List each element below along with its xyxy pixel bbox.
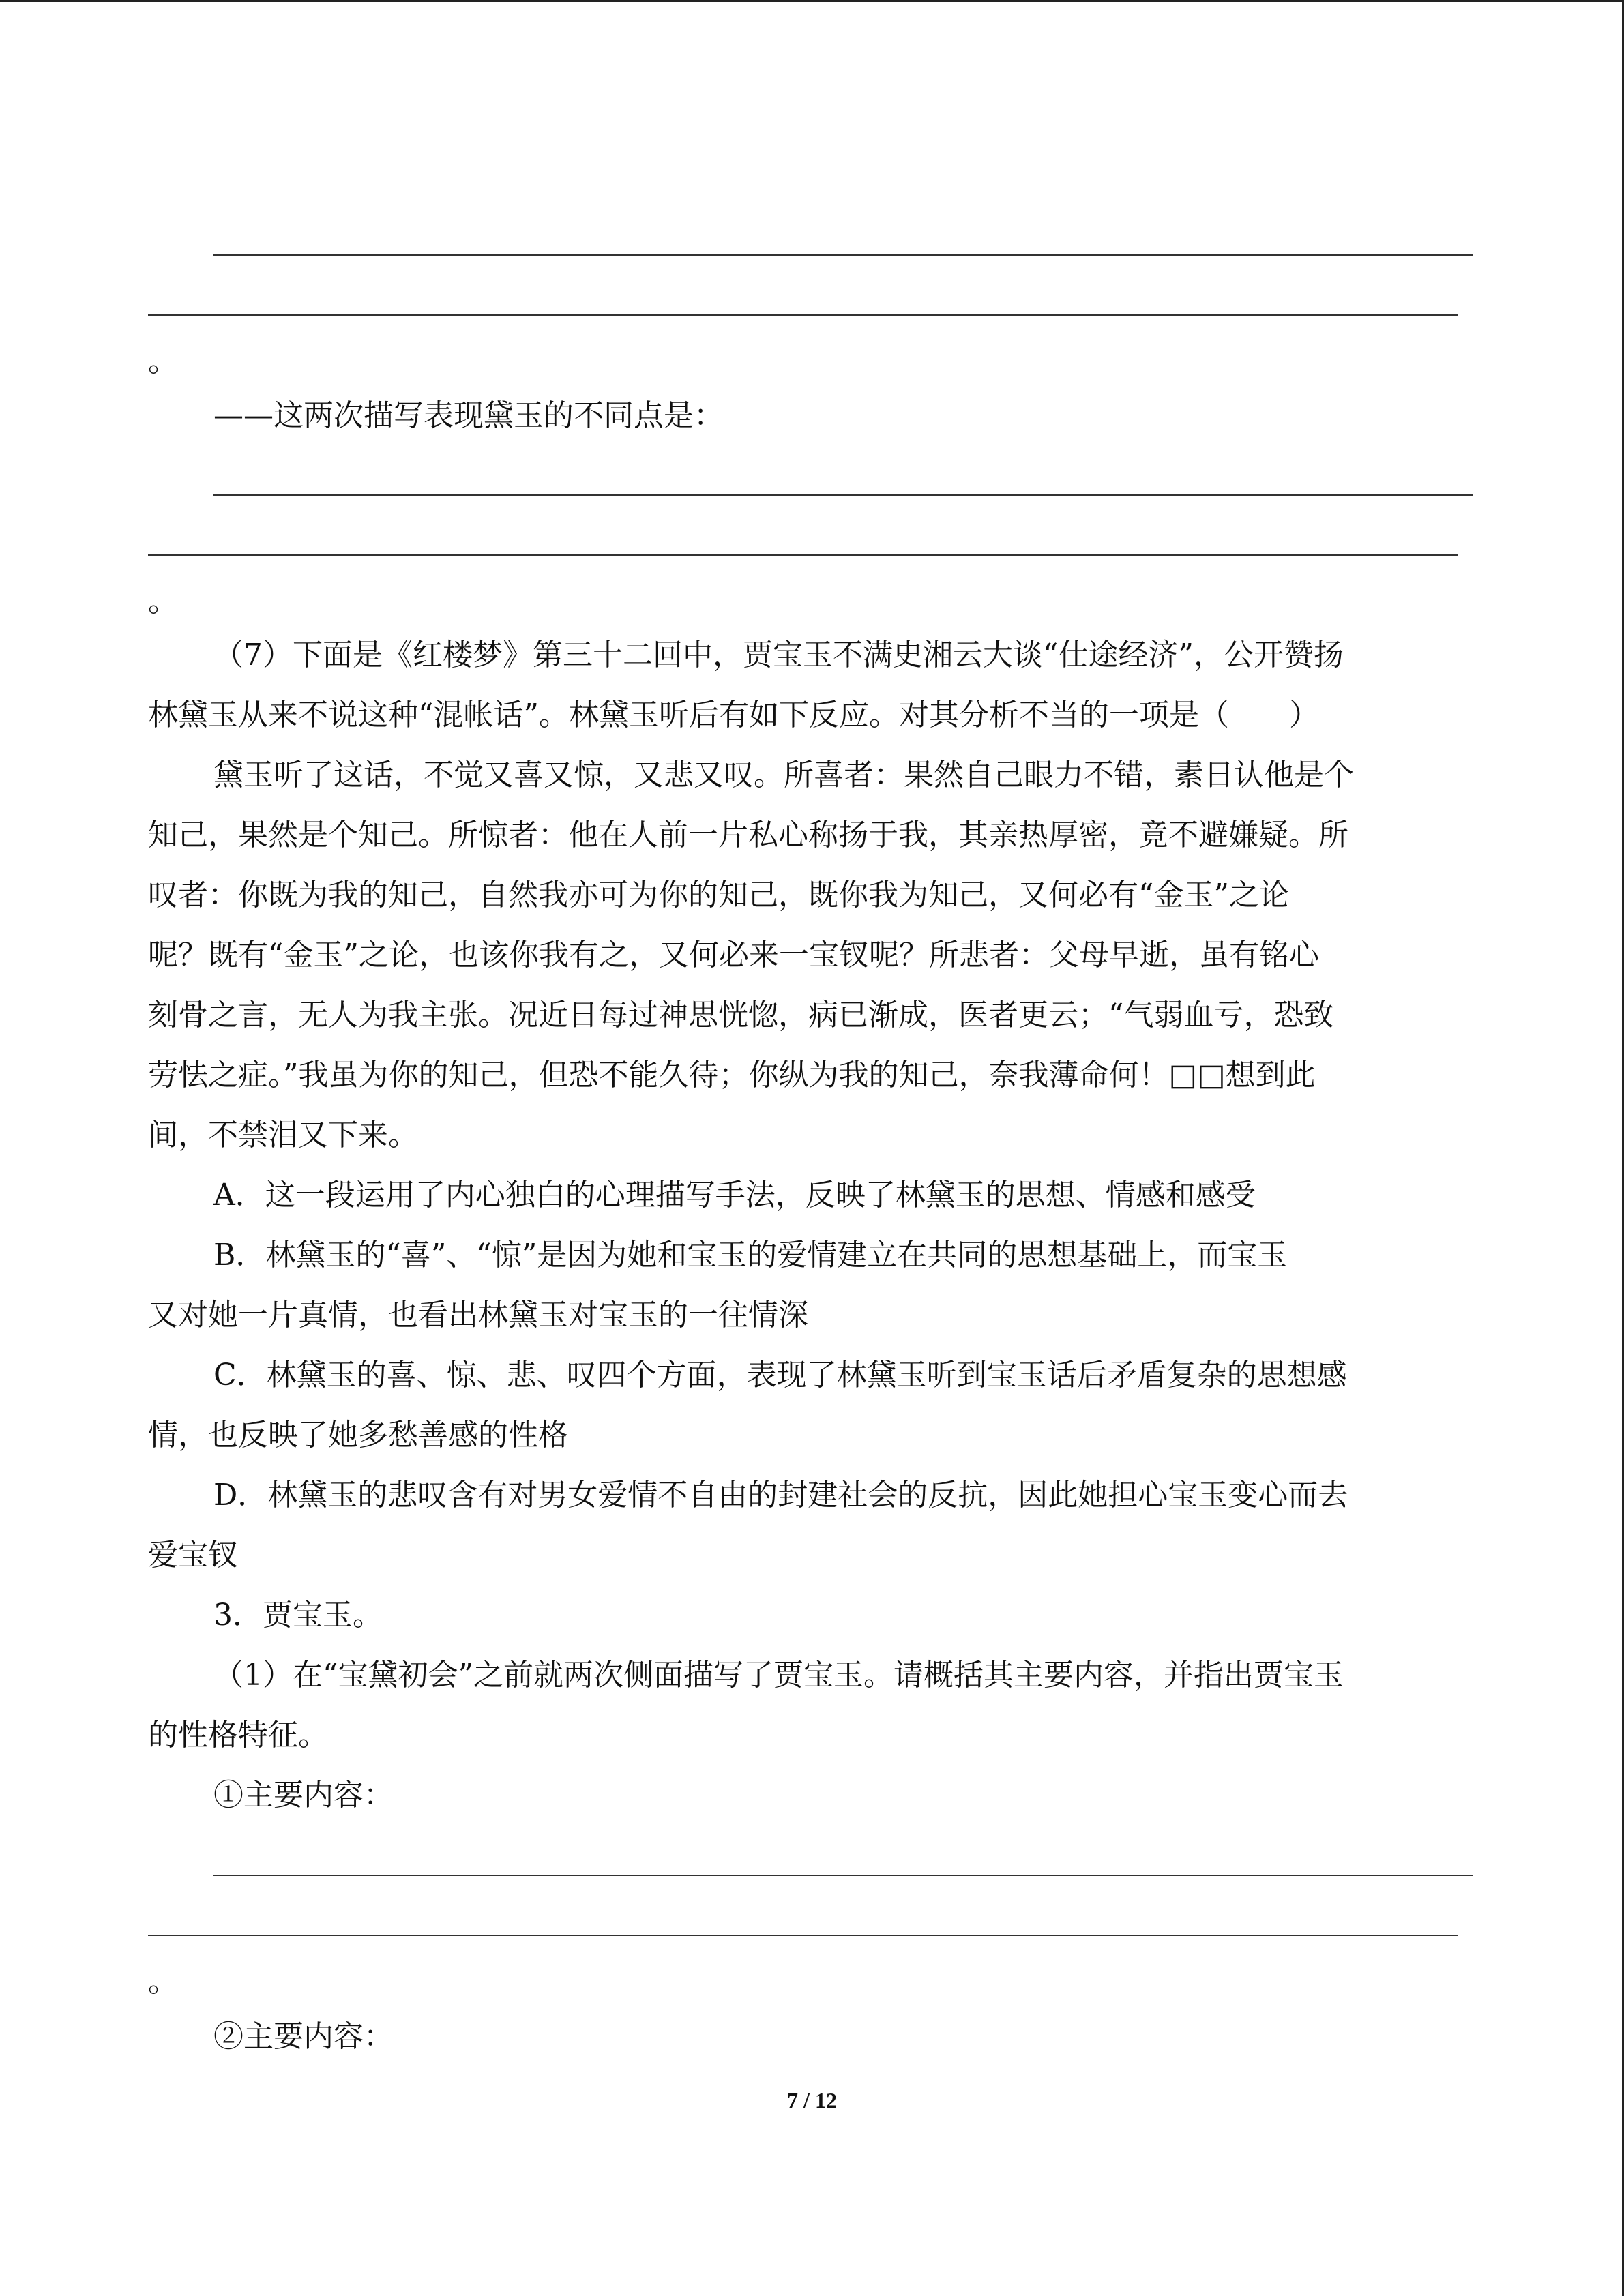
passage-line: 黛玉听了这话，不觉又喜又惊，又悲又叹。所喜者：果然自己眼力不错，素日认他是个 [213,758,1354,792]
passage-line: 叹者：你既为我的知己，自然我亦可为你的知己，既你我为知己，又何必有“金玉”之论 [148,878,1289,912]
q3-sub1: （1）在“宝黛初会”之前就两次侧面描写了贾宝玉。请概括其主要内容，并指出贾宝玉 [213,1658,1344,1693]
option-c: 情，也反映了她多愁善感的性格 [148,1418,568,1452]
answer-line [213,494,1473,496]
option-d: D．林黛玉的悲叹含有对男女爱情不自由的封建社会的反抗，因此她担心宝玉变心而去 [213,1478,1348,1512]
content-prompt-2: ②主要内容： [213,2019,394,2054]
diff-prompt: ——这两次描写表现黛玉的不同点是： [213,398,724,433]
passage-line: 知己，果然是个知己。所惊者：他在人前一片私心称扬于我，其亲热厚密，竟不避嫌疑。所 [148,818,1348,852]
q7-stem: （7）下面是《红楼梦》第三十二回中，贾宝玉不满史湘云大谈“仕途经济”，公开赞扬 [213,638,1344,672]
option-a: A．这一段运用了内心独白的心理描写手法，反映了林黛玉的思想、情感和感受 [213,1178,1256,1212]
page-number: 7 / 12 [787,2088,837,2113]
passage-line: 劳怯之症。”我虽为你的知己，但恐不能久待；你纵为我的知己，奈我薄命何！□□想到此 [148,1058,1316,1092]
q7-stem: 林黛玉从来不说这种“混帐话”。林黛玉听后有如下反应。对其分析不当的一项是（ ） [148,698,1319,732]
answer-line [148,554,1458,556]
passage-line: 间，不禁泪又下来。 [148,1118,418,1152]
answer-line [148,314,1458,316]
option-b: B．林黛玉的“喜”、“惊”是因为她和宝玉的爱情建立在共同的思想基础上，而宝玉 [213,1238,1288,1272]
q3-heading: 3．贾宝玉。 [213,1598,383,1632]
option-c: C．林黛玉的喜、惊、悲、叹四个方面，表现了林黛玉听到宝玉话后矛盾复杂的思想感 [213,1358,1347,1392]
content-prompt-1: ①主要内容： [213,1778,394,1813]
line-end-period: 。 [148,344,178,378]
answer-line [148,1935,1458,1936]
option-b: 又对她一片真情，也看出林黛玉对宝玉的一往情深 [148,1298,808,1332]
q3-sub1: 的性格特征。 [148,1718,328,1753]
answer-line [213,254,1473,256]
answer-line [213,1875,1473,1876]
line-end-period: 。 [148,584,178,618]
line-end-period: 。 [148,1964,178,1999]
page-border-top [0,0,1624,2]
passage-line: 呢？既有“金玉”之论，也该你我有之，又何必来一宝钗呢？所悲者：父母早逝，虽有铭心 [148,938,1319,972]
option-d: 爱宝钗 [148,1538,238,1572]
passage-line: 刻骨之言，无人为我主张。况近日每过神思恍惚，病已渐成，医者更云；“气弱血亏，恐致 [148,998,1334,1032]
